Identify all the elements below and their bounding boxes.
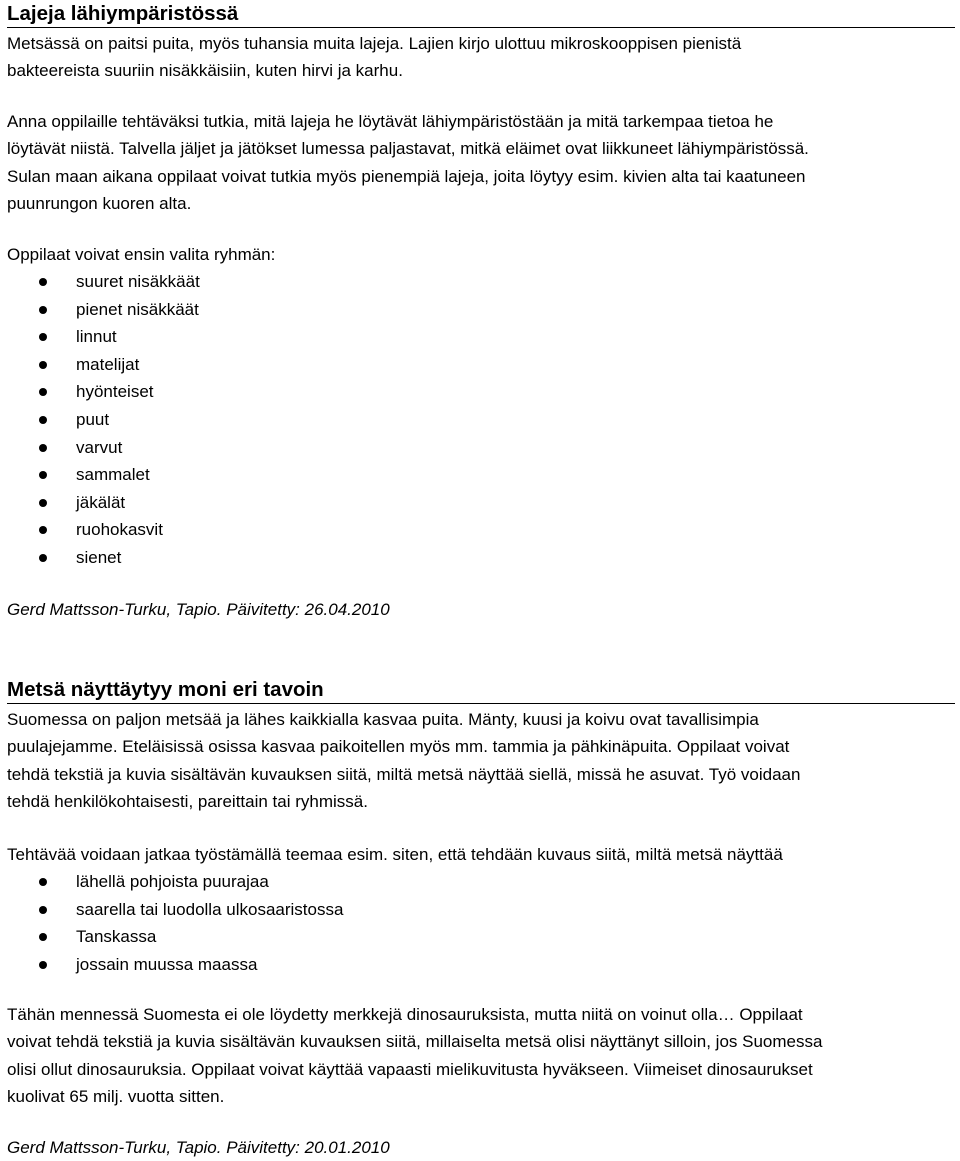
bullet-icon [39,554,47,562]
section1-paragraph1 [7,30,741,85]
bullet-icon [39,361,47,369]
section-title-lajeja: Lajeja lähiympäristössä [7,1,955,28]
list-item [7,378,200,406]
bullet-icon [39,416,47,424]
list-item [7,896,343,924]
bullet-icon [39,961,47,969]
list-item-label: jäkälät [76,492,126,512]
paragraph-line: puulajejamme. Eteläisissä osissa kasvaa paikoitellen myös mm. tammia ja pähkinäpuita. Oppilaat voivat [7,737,790,757]
paragraph-line: kuolivat 65 milj. vuotta sitten. [7,1087,225,1107]
bullet-icon [39,933,47,941]
section-title-metsa: Metsä näyttäytyy moni eri tavoin [7,677,955,704]
bullet-icon [39,333,47,341]
bullet-icon [39,306,47,314]
list-item [7,951,343,979]
paragraph-line: voivat tehdä tekstiä ja kuvia sisältävän kuvauksen siitä, millaiselta metsä olisi näyttänyt silloin, jos Suomessa [7,1032,823,1052]
list-item [7,268,200,296]
list-item-label: hyönteiset [76,382,154,402]
bullet-icon [39,499,47,507]
signature-section1: Gerd Mattsson-Turku, Tapio. Päivitetty: 26.04.2010 [7,600,390,619]
bullet-icon [39,278,47,286]
list-item-label: saarella tai luodolla ulkosaaristossa [76,899,344,919]
bullet-icon [39,444,47,452]
signature-section2: Gerd Mattsson-Turku, Tapio. Päivitetty: 20.01.2010 [7,1138,390,1157]
bullet-icon [39,471,47,479]
paragraph-line: Suomessa on paljon metsää ja lähes kaikkialla kasvaa puita. Mänty, kuusi ja koivu ovat tavallisimpia [7,710,759,729]
section2-paragraph3 [7,1001,822,1111]
list-item [7,489,200,517]
section2-paragraph1 [7,706,800,816]
list-item [7,544,200,572]
list-item-label: matelijat [76,354,140,374]
paragraph-line: Tähän mennessä Suomesta ei ole löydetty merkkejä dinosauruksista, mutta niitä on voinut olla… Oppilaat [7,1005,803,1024]
list-item [7,434,200,462]
places-list [7,868,343,978]
list-item [7,351,200,379]
list-item-label: lähellä pohjoista puurajaa [76,872,269,891]
list-item-label: ruohokasvit [76,520,163,540]
list-item [7,296,200,324]
paragraph-line: bakteereista suuriin nisäkkäisiin, kuten hirvi ja karhu. [7,61,403,81]
list-item-label: sienet [76,547,122,567]
paragraph-line: olisi ollut dinosauruksia. Oppilaat voivat käyttää vapaasti mielikuvitusta hyväkseen. Viimeiset dinosaurukset [7,1059,813,1079]
group-list [7,268,200,572]
bullet-icon [39,906,47,914]
bullet-icon [39,526,47,534]
list-item [7,323,200,351]
bullet-icon [39,878,47,886]
list-item-label: linnut [76,327,117,347]
list-item [7,868,343,896]
list-item-label: jossain muussa maassa [76,954,258,974]
list-item-label: varvut [76,437,123,457]
section1-paragraph2 [7,108,809,218]
paragraph-line: löytävät niistä. Talvella jäljet ja jätökset lumessa paljastavat, mitkä eläimet ovat liikkuneet lähiympäristössä. [7,139,809,159]
group-list-intro: Oppilaat voivat ensin valita ryhmän: [7,245,276,264]
list-item [7,461,200,489]
paragraph-line: Anna oppilaille tehtäväksi tutkia, mitä lajeja he löytävät lähiympäristöstään ja mitä tarkempaa tietoa he [7,112,774,131]
paragraph-line: tehdä tekstiä ja kuvia sisältävän kuvauksen siitä, miltä metsä näyttää siellä, missä he asuvat. Työ voidaan [7,764,801,784]
list-item-label: pienet nisäkkäät [76,299,199,319]
paragraph-line: puunrungon kuoren alta. [7,194,192,214]
list-item-label: Tanskassa [76,927,157,947]
list-item [7,406,200,434]
paragraph-line: tehdä henkilökohtaisesti, pareittain tai ryhmissä. [7,792,368,812]
section2-paragraph2: Tehtävää voidaan jatkaa työstämällä teemaa esim. siten, että tehdään kuvaus siitä, miltä metsä näyttää [7,845,783,864]
bullet-icon [39,388,47,396]
paragraph-line: Sulan maan aikana oppilaat voivat tutkia myös pienempiä lajeja, joita löytyy esim. kivien alta tai kaatuneen [7,166,806,186]
list-item [7,923,343,951]
list-item-label: sammalet [76,465,150,485]
paragraph-line: Metsässä on paitsi puita, myös tuhansia muita lajeja. Lajien kirjo ulottuu mikroskooppisen pienistä [7,34,742,53]
list-item [7,516,200,544]
list-item-label: puut [76,409,110,429]
list-item-label: suuret nisäkkäät [76,272,200,291]
